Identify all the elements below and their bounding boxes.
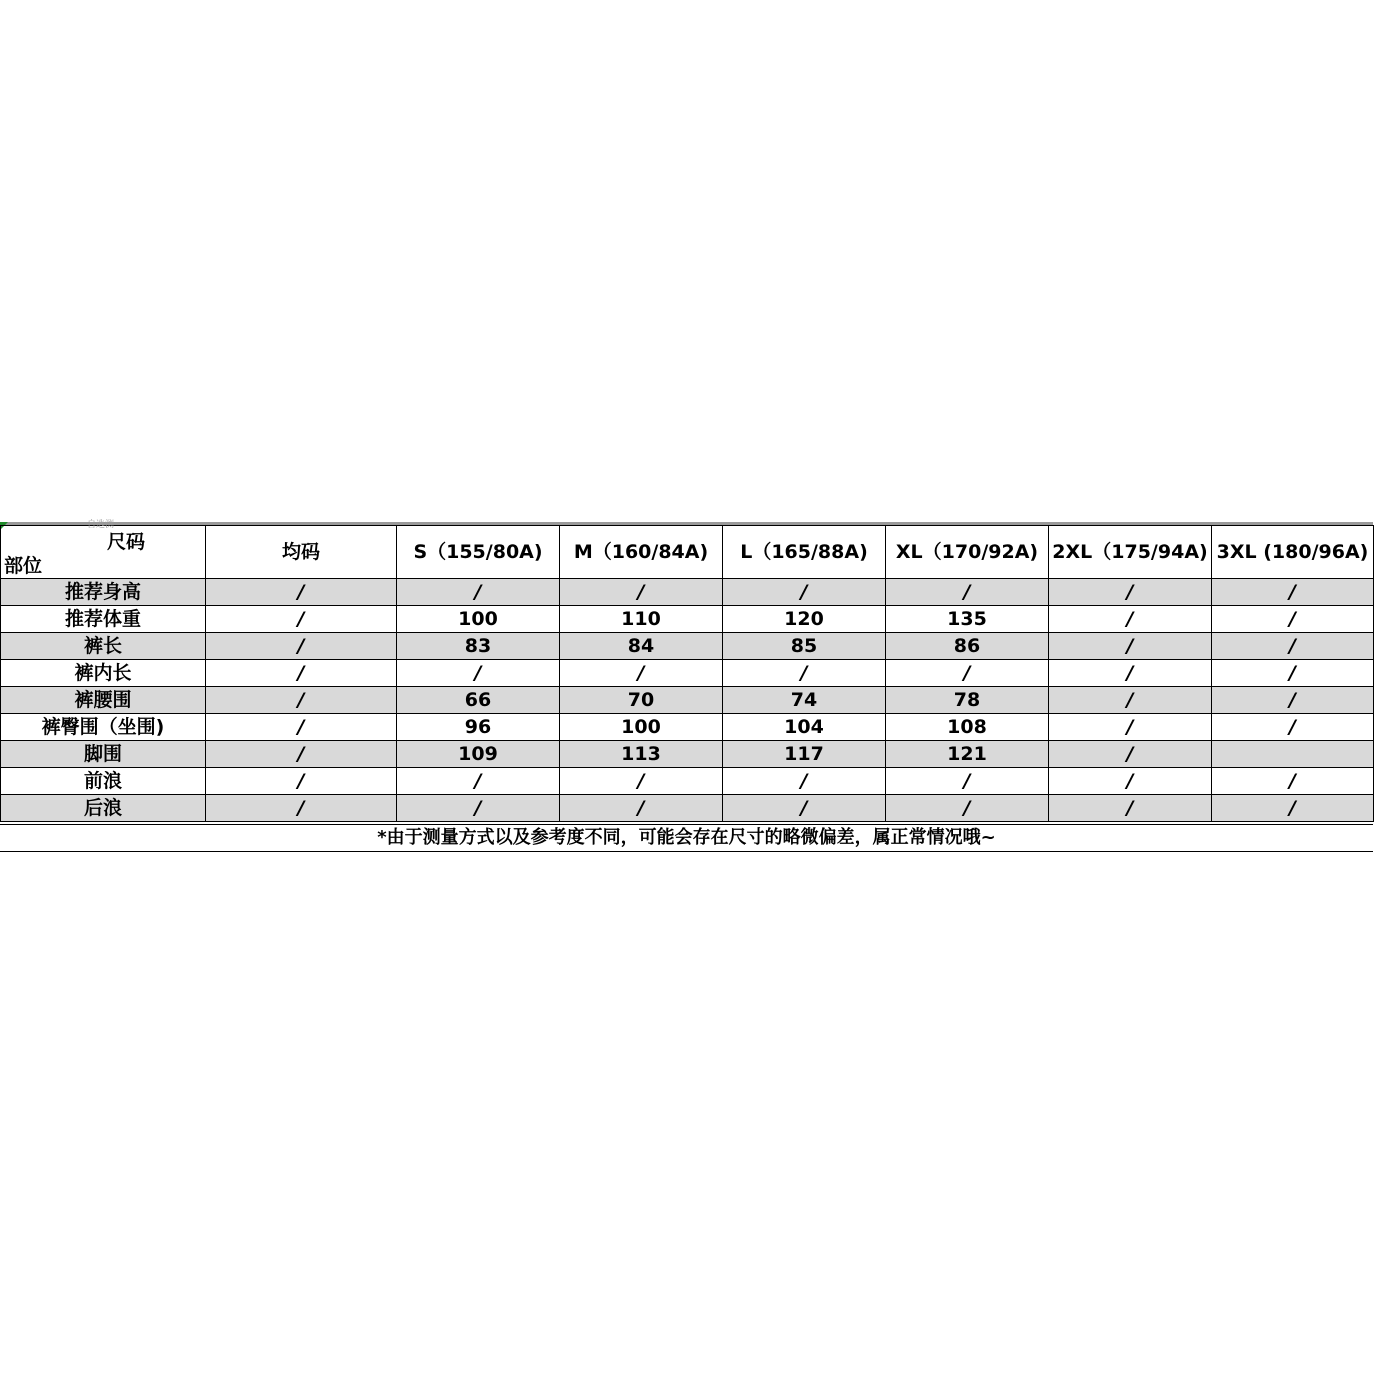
value-cell: / (723, 579, 886, 606)
measurement-footnote: *由于测量方式以及参考度不同，可能会存在尺寸的略微偏差，属正常情况哦~ (0, 824, 1373, 852)
value-cell: / (397, 660, 560, 687)
value-cell: / (1049, 633, 1212, 660)
value-cell: / (206, 714, 397, 741)
value-cell: 121 (886, 741, 1049, 768)
value-cell: / (886, 660, 1049, 687)
row-label-cell: 前浪 (1, 768, 206, 795)
row-label-cell: 裤腰围 (1, 687, 206, 714)
value-cell: / (1212, 795, 1374, 822)
value-cell: 104 (723, 714, 886, 741)
value-cell: 74 (723, 687, 886, 714)
value-cell: / (1212, 714, 1374, 741)
value-cell: / (1049, 606, 1212, 633)
corner-part-label: 部位 (4, 555, 43, 577)
row-label-cell: 裤长 (1, 633, 206, 660)
value-cell: 108 (886, 714, 1049, 741)
value-cell: / (723, 795, 886, 822)
column-header-l: L（165/88A) (723, 526, 886, 579)
value-cell: / (723, 768, 886, 795)
column-header-one-size: 均码 (206, 526, 397, 579)
value-cell: 84 (560, 633, 723, 660)
corner-header-cell (1, 520, 206, 579)
table-row (1, 633, 1374, 660)
value-cell: / (1049, 768, 1212, 795)
value-cell: / (1049, 714, 1212, 741)
value-cell: / (560, 768, 723, 795)
value-cell: / (206, 633, 397, 660)
value-cell: / (1049, 741, 1212, 768)
value-cell: 78 (886, 687, 1049, 714)
value-cell: / (886, 795, 1049, 822)
value-cell: / (560, 795, 723, 822)
value-cell: 86 (886, 633, 1049, 660)
value-cell: / (560, 660, 723, 687)
value-cell: 135 (886, 606, 1049, 633)
table-row (1, 660, 1374, 687)
value-cell: 120 (723, 606, 886, 633)
corner-size-label: 尺码 (106, 531, 145, 553)
table-row (1, 768, 1374, 795)
value-cell: / (1212, 633, 1374, 660)
value-cell: / (886, 579, 1049, 606)
column-header-m: M（160/84A) (560, 526, 723, 579)
value-cell: 117 (723, 741, 886, 768)
value-cell: / (206, 741, 397, 768)
table-row (1, 606, 1374, 633)
value-cell: 109 (397, 741, 560, 768)
value-cell: 110 (560, 606, 723, 633)
value-cell: / (886, 768, 1049, 795)
column-header-2xl: 2XL（175/94A) (1049, 526, 1212, 579)
value-cell: / (560, 579, 723, 606)
value-cell: / (206, 795, 397, 822)
value-cell: 100 (560, 714, 723, 741)
value-cell: / (723, 660, 886, 687)
value-cell: / (1049, 687, 1212, 714)
header-row (1, 526, 1374, 579)
value-cell: / (1212, 687, 1374, 714)
value-cell: / (206, 687, 397, 714)
value-cell: / (397, 768, 560, 795)
table-row (1, 795, 1374, 822)
row-label-cell: 推荐体重 (1, 606, 206, 633)
value-cell: / (206, 579, 397, 606)
column-header-xl: XL（170/92A) (886, 526, 1049, 579)
row-label-cell: 推荐身高 (1, 579, 206, 606)
table-row (1, 687, 1374, 714)
row-label-cell: 裤内长 (1, 660, 206, 687)
value-cell: 113 (560, 741, 723, 768)
table-row (1, 579, 1374, 606)
value-cell: / (1049, 660, 1212, 687)
footnote-row (0, 824, 1373, 852)
value-cell: 66 (397, 687, 560, 714)
corner-faint-text: 自选测 (87, 520, 115, 530)
table-row (1, 741, 1374, 768)
column-header-s: S（155/80A) (397, 526, 560, 579)
value-cell: 70 (560, 687, 723, 714)
value-cell: / (397, 579, 560, 606)
value-cell: / (206, 660, 397, 687)
size-table (0, 520, 1374, 822)
value-cell: 100 (397, 606, 560, 633)
table-row (1, 714, 1374, 741)
value-cell: 83 (397, 633, 560, 660)
row-label-cell: 脚围 (1, 741, 206, 768)
column-header-3xl: 3XL (180/96A) (1212, 526, 1374, 579)
value-cell: / (1049, 579, 1212, 606)
value-cell: / (1212, 606, 1374, 633)
value-cell (1212, 741, 1374, 768)
value-cell: / (397, 795, 560, 822)
value-cell: / (206, 606, 397, 633)
value-cell: / (1212, 768, 1374, 795)
value-cell: 96 (397, 714, 560, 741)
value-cell: / (206, 768, 397, 795)
value-cell: / (1212, 660, 1374, 687)
value-cell: 85 (723, 633, 886, 660)
row-label-cell: 裤臀围（坐围) (1, 714, 206, 741)
value-cell: / (1212, 579, 1374, 606)
value-cell: / (1049, 795, 1212, 822)
row-label-cell: 后浪 (1, 795, 206, 822)
